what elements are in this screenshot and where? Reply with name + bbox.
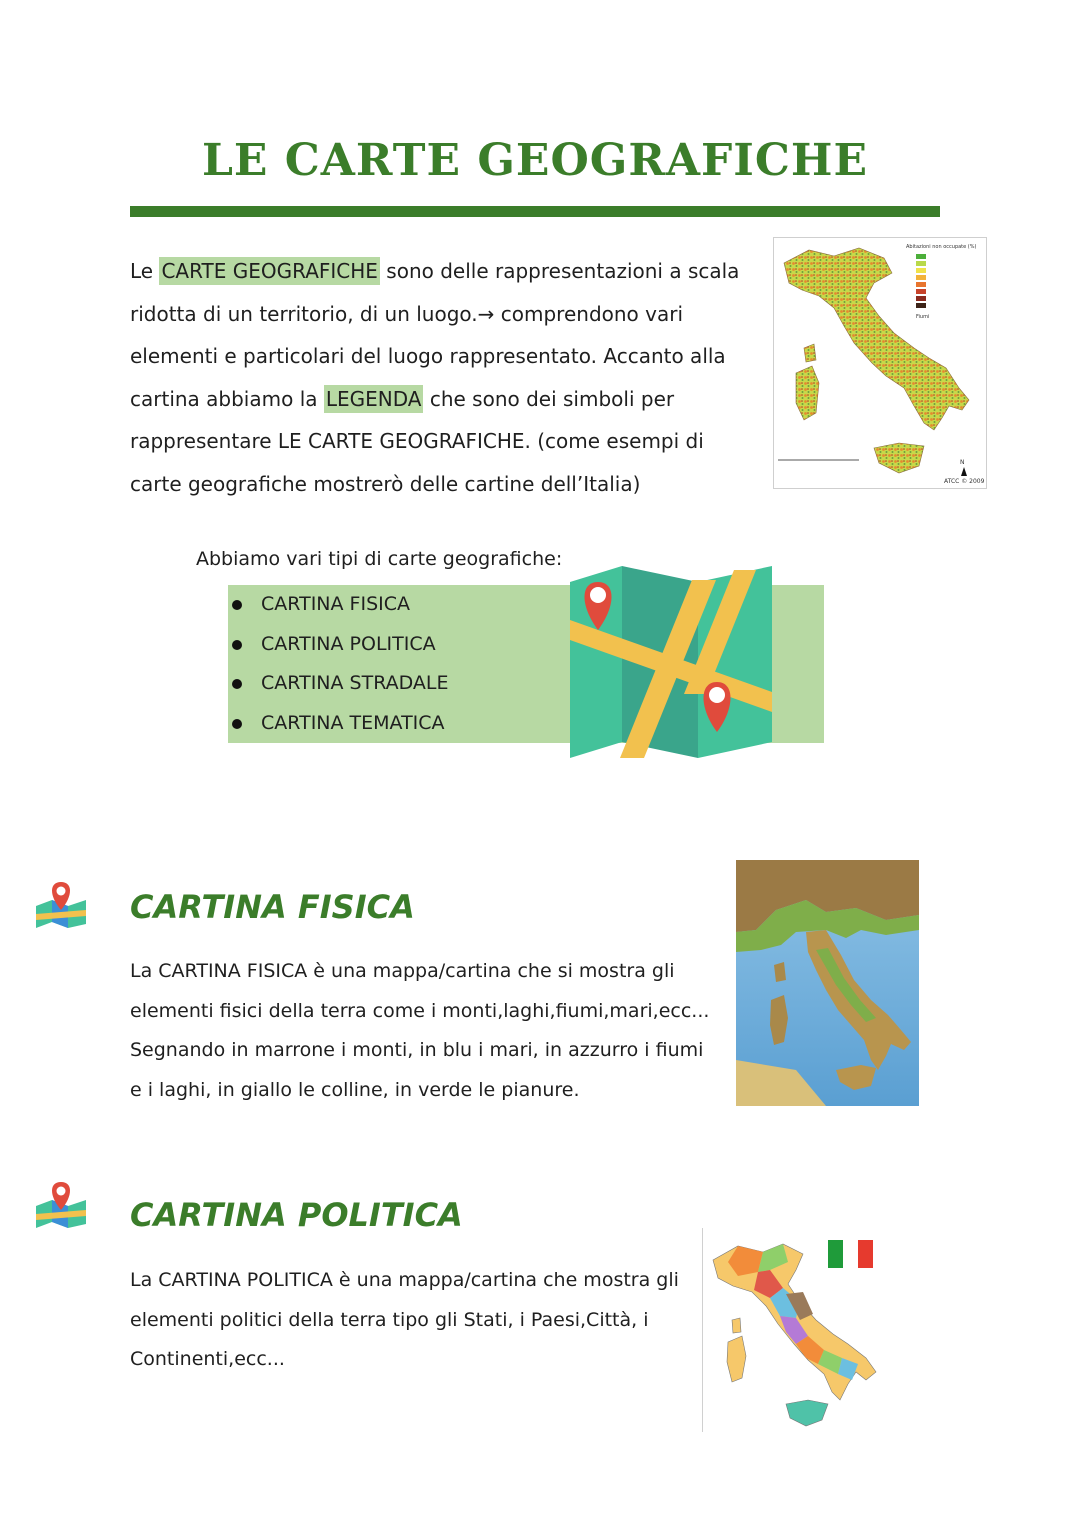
legend-title: Abitazioni non occupate (%)	[906, 244, 977, 250]
folded-map-icon	[566, 562, 776, 762]
map-location-icon	[34, 880, 88, 928]
legend-box	[906, 244, 977, 320]
section-title-politica: CARTINA POLITICA	[130, 1196, 463, 1234]
political-map-image	[708, 1232, 883, 1432]
title-underline	[130, 206, 940, 217]
north-label: N	[960, 459, 965, 466]
list-item: CARTINA POLITICA	[228, 625, 449, 665]
map-credit: ATCC © 2009	[944, 478, 985, 485]
highlight-carte-geografiche: CARTE GEOGRAFICHE	[161, 259, 378, 283]
list-item: CARTINA TEMATICA	[228, 704, 449, 744]
italy-thematic-map	[774, 238, 986, 488]
intro-text-2: sono delle rappresentazioni a scala ridotta di un territorio, di un luogo.→ comprendono vari elementi e particolari del luogo rappresentato. Accanto alla cartina abbiamo la	[130, 259, 740, 411]
north-arrow-icon	[961, 467, 967, 476]
page-title: LE CARTE GEOGRAFICHE	[201, 135, 868, 186]
politica-paragraph: La CARTINA POLITICA è una mappa/cartina che mostra gli elementi politici della terra tipo gli Stati, i Paesi,Città, i Continenti,ecc...	[130, 1269, 679, 1370]
list-item: CARTINA FISICA	[228, 585, 449, 625]
fisica-paragraph: La CARTINA FISICA è una mappa/cartina che si mostra gli elementi fisici della terra come i monti,laghi,fiumi,mari,ecc... Segnando in marrone i monti, in blu i mari, in azzurro i fiumi e i laghi, in giallo le colline, in verde le pianure.	[130, 960, 710, 1101]
section-title-fisica: CARTINA FISICA	[130, 888, 415, 926]
map-location-icon	[34, 1180, 88, 1228]
legend-rivers: Fiumi	[916, 314, 930, 320]
intro-paragraph	[130, 250, 750, 505]
thematic-map-image	[773, 237, 987, 489]
intro-text-3: che sono dei simboli per rappresentare LE CARTE GEOGRAFICHE. (come esempi di carte geografiche mostrerò delle cartine dell’Italia)	[130, 386, 704, 496]
italy-flag-icon	[828, 1240, 873, 1268]
intro-text-1: Le	[130, 259, 160, 283]
types-label: Abbiamo vari tipi di carte geografiche:	[196, 548, 563, 570]
highlight-legenda: LEGENDA	[325, 386, 422, 411]
divider	[702, 1228, 703, 1432]
types-list	[228, 585, 449, 743]
physical-map-image	[736, 860, 919, 1106]
list-item: CARTINA STRADALE	[228, 664, 449, 704]
